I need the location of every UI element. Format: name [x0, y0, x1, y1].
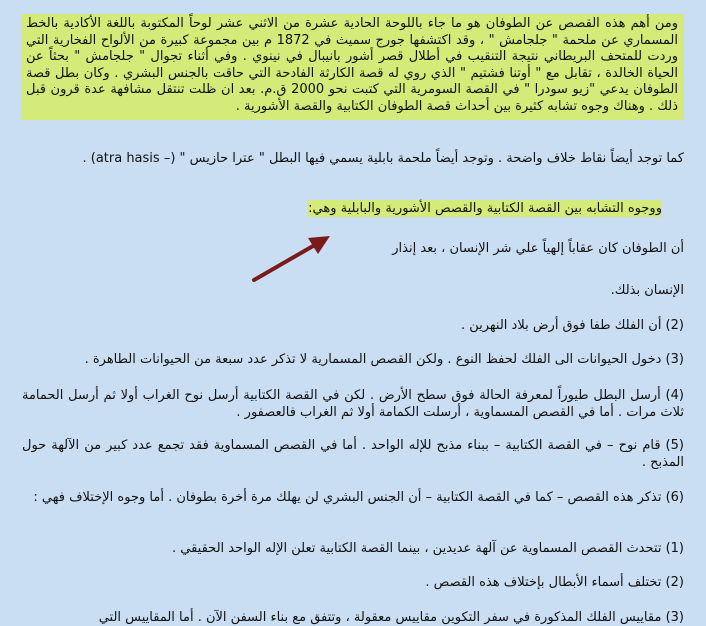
similarities-heading-text: ووجوه التشابه بين القصة الكتابية والقصص الأشورية والبابلية وهي: — [308, 201, 662, 216]
difference-2: (2) تختلف أسماء الأبطال بإختلاف هذه القصص . — [425, 575, 684, 590]
point-5: (5) قام نوح – في القصة الكتابية – ببناء مذبح للإله الواحد . أما في القصص المسماوية فقد تجمع عدد كبير من الآلهة حول المذبح . — [22, 438, 684, 470]
point-3: (3) دخول الحيوانات الى الفلك لحفظ النوع . ولكن القصص المسمارية لا تذكر عدد سبعة من الحيوانات الطاهرة . — [84, 352, 684, 367]
atrahasis-paragraph: كما توجد أيضاً نقاط خلاف واضحة . وتوجد أيضاً ملحمة بابلية يسمي فيها البطل " عترا حازيس " (– atra hasis) . — [82, 151, 684, 166]
point-1-line-1: أن الطوفان كان عقاباً إلهياً علي شر الإنسان ، بعد إنذار — [392, 241, 684, 256]
point-4: (4) أرسل البطل طيوراً لمعرفة الحالة فوق سطح الأرض . لكن في القصة الكتابية أرسل نوح الغراب أولا ثم أرسل الحمامة ثلاث مرات . أما في القصص المسماوية ، أرسلت الكمامة أولا ثم الغراب فالعصفور . — [22, 388, 684, 420]
arrow-icon — [250, 232, 332, 284]
similarities-heading — [308, 200, 662, 217]
difference-1: (1) تتحدث القصص المسماوية عن آلهة عديدين ، بينما القصة الكتابية تعلن الإله الواحد الحقيقي . — [172, 541, 684, 556]
point-2: (2) أن الفلك طفا فوق أرض بلاد النهرين . — [460, 318, 684, 333]
point-6: (6) تذكر هذه القصص – كما في القصة الكتابية – أن الجنس البشري لن يهلك مرة أخرة بطوفان . أما وجوه الإختلاف فهي : — [33, 490, 684, 505]
intro-paragraph: ومن أهم هذه القصص عن الطوفان هو ما جاء باللوحة الحادية عشرة من الاثني عشر لوحاً المكتوبة باللغة الأكادية بالخط المسماري عن ملحمة " جلجامش " ، وقد اكتشفها جورج سميث في 1872 م بين مجموعة كبيرة من الألواح الفخارية التي وردت للمتحف البريطاني نتيجة التنقيب في أطلال قصر أشور بانيبال في نينوي . وفي أثناء تجوال " جلجامش " بحثاً عن الحياة الخالدة ، تقابل مع " أوتنا فشتيم " الذي روي له قصة الكارثة الفادحة التي حاقت بالجنس البشري . وكان بطل قصة الطوفان يدعي "زيو سودرا " في القصة السومرية التي كتبت نحو 2000 ق.م. بعد ان ظلت تنتقل مشافهة عدة قرون قبل ذلك . وهناك وجوه تشابه كثيرة بين أحداث قصة الطوفان الكتابية والقصة الأشورية . — [22, 14, 684, 120]
difference-3: (3) مقاييس الفلك المذكورة في سفر التكوين مقاييس معقولة ، وتتفق مع بناء السفن الآن . أما المقاييس التي — [98, 610, 684, 625]
point-1-line-2: الإنسان بذلك. — [610, 283, 684, 298]
